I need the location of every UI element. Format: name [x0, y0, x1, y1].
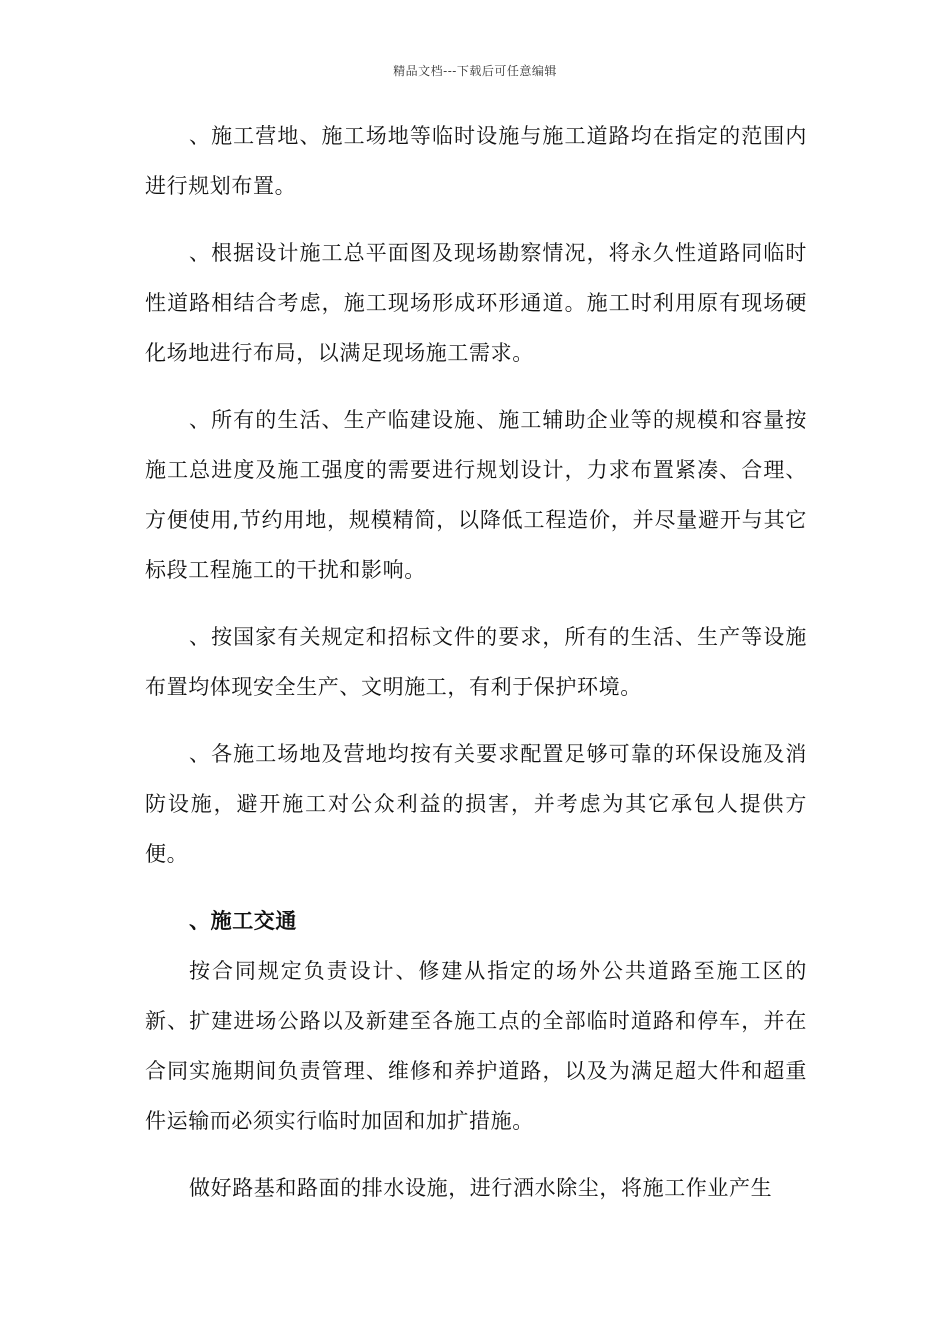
paragraph-drainage-dust: 做好路基和路面的排水设施，进行洒水除尘，将施工作业产生: [189, 1176, 773, 1200]
paragraph-safety-compliance: 、按国家有关规定和招标文件的要求，所有的生活、生产等设施布置均体现安全生产、文明施工，有利于保护环境。: [145, 625, 807, 699]
paragraph-environmental-facilities: 、各施工场地及营地均按有关要求配置足够可靠的环保设施及消防设施，避开施工对公众利益的损害，并考虑为其它承包人提供方便。: [145, 742, 807, 866]
paragraph-road-layout: 、根据设计施工总平面图及现场勘察情况，将永久性道路同临时性道路相结合考虑，施工现场形成环形通道。施工时利用原有现场硬化场地进行布局，以满足现场施工需求。: [145, 241, 807, 365]
document-body: [145, 111, 807, 1230]
page-header: 精品文档---下载后可任意编辑: [393, 64, 557, 78]
paragraph-facility-scale: 、所有的生活、生产临建设施、施工辅助企业等的规模和容量按施工总进度及施工强度的需要进行规划设计，力求布置紧凑、合理、方便使用,节约用地，规模精简，以降低工程造价，并尽量避开与其它标段工程施工的干扰和影响。: [145, 408, 807, 582]
paragraph-road-construction: 按合同规定负责设计、修建从指定的场外公共道路至施工区的新、扩建进场公路以及新建至各施工点的全部临时道路和停车，并在合同实施期间负责管理、维修和养护道路，以及为满足超大件和超重件运输而必须实行临时加固和加扩措施。: [145, 959, 807, 1133]
paragraph-temporary-facilities: 、施工营地、施工场地等临时设施与施工道路均在指定的范围内进行规划布置。: [145, 124, 807, 198]
section-heading-construction-traffic: 、施工交通: [189, 909, 297, 933]
